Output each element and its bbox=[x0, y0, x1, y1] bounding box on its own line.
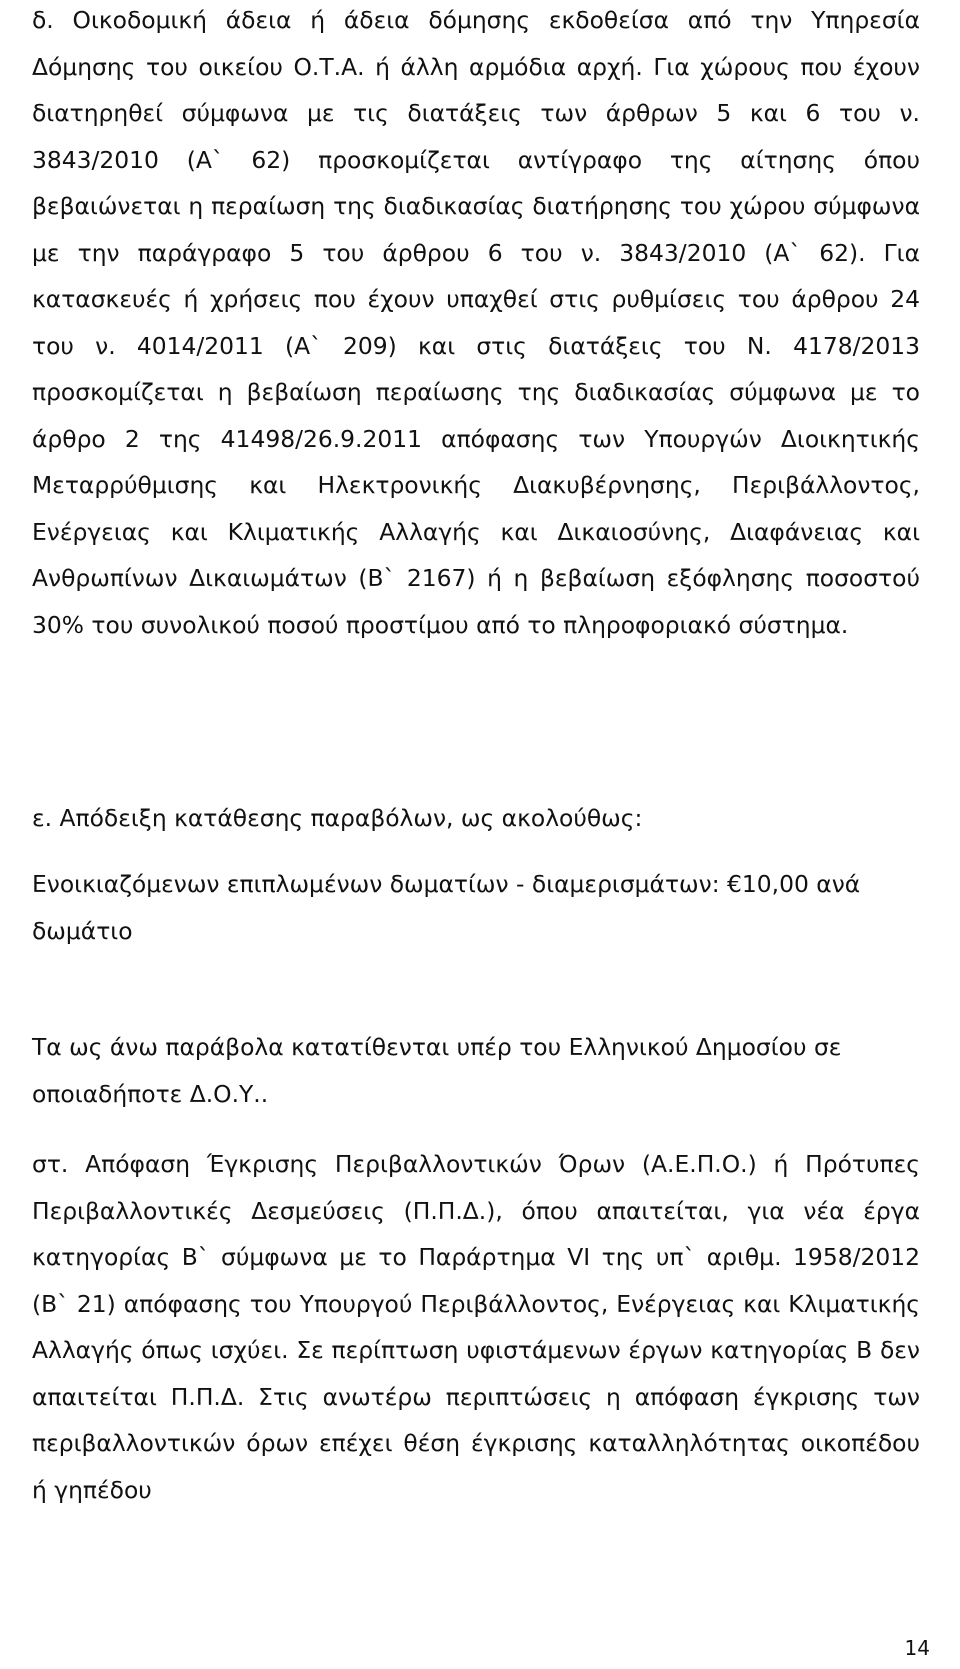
page-number: 14 bbox=[904, 1636, 930, 1660]
paragraph-st: στ. Απόφαση Έγκρισης Περιβαλλοντικών Όρων (Α.Ε.Π.Ο.) ή Πρότυπες Περιβαλλοντικές Δεσμεύσεις (Π.Π.Δ.), όπου απαιτείται, για νέα έργα κατηγορίας Β` σύμφωνα με το Παράρτημα VI της υπ` αριθμ. 1958/2012 (Β` 21) απόφασης του Υπουργού Περιβάλλοντος, Ενέργειας και Κλιματικής Αλλαγής όπως ισχύει. Σε περίπτωση υφιστάμενων έργων κατηγορίας Β δεν απαιτείται Π.Π.Δ. Στις ανωτέρω περιπτώσεις η απόφαση έγκρισης των περιβαλλοντικών όρων επέχει θέση έγκρισης καταλληλότητας οικοπέδου ή γηπέδου bbox=[32, 1150, 920, 1504]
paragraph-delta: δ. Οικοδομική άδεια ή άδεια δόμησης εκδοθείσα από την Υπηρεσία Δόμησης του οικείου Ο.Τ.Α. ή άλλη αρμόδια αρχή. Για χώρους που έχουν διατηρηθεί σύμφωνα με τις διατάξεις των άρθρων 5 και 6 του ν. 3843/2010 (Α` 62) προσκομίζεται αντίγραφο της αίτησης όπου βεβαιώνεται η περαίωση της διαδικασίας διατήρησης του χώρου σύμφωνα με την παράγραφο 5 του άρθρου 6 του ν. 3843/2010 (Α` 62). Για κατασκευές ή χρήσεις που έχουν υπαχθεί στις ρυθμίσεις του άρθρου 24 του ν. 4014/2011 (Α` 209) και στις διατάξεις του Ν. 4178/2013 προσκομίζεται η βεβαίωση περαίωσης της διαδικασίας σύμφωνα με το άρθρο 2 της 41498/26.9.2011 απόφασης των Υπουργών Διοικητικής Μεταρρύθμισης και Ηλεκτρονικής Διακυβέρνησης, Περιβάλλοντος, Ενέργειας και Κλιματικής Αλλαγής και Δικαιοσύνης, Διαφάνειας και Ανθρωπίνων Δικαιωμάτων (Β` 2167) ή η βεβαίωση εξόφλησης ποσοστού 30% του συνολικού ποσού προστίμου από το πληροφοριακό σύστημα. bbox=[32, 6, 920, 639]
paragraph-deposit: Τα ως άνω παράβολα κατατίθενται υπέρ του Ελληνικού Δημοσίου σε οποιαδήποτε Δ.Ο.Υ.. bbox=[32, 1033, 842, 1108]
paragraph-fee: Ενοικιαζόμενων επιπλωμένων δωματίων - διαμερισμάτων: €10,00 ανά δωμάτιο bbox=[32, 870, 861, 945]
paragraph-epsilon: ε. Απόδειξη κατάθεσης παραβόλων, ως ακολούθως: bbox=[32, 804, 643, 832]
